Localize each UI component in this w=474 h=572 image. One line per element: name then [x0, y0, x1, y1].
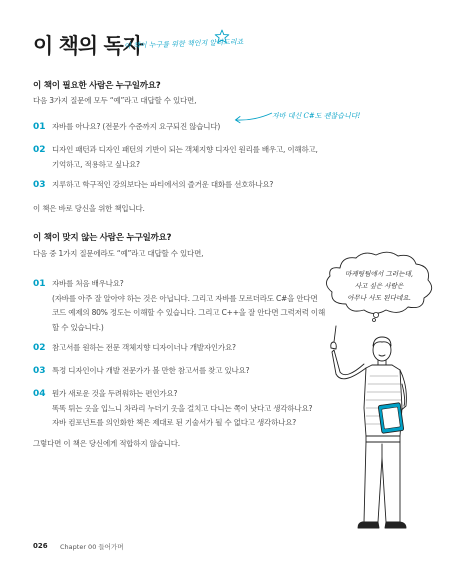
list-item	[52, 341, 236, 356]
section-outro-for: 이 책은 바로 당신을 위한 책입니다.	[33, 204, 145, 213]
presenter-illustration	[322, 322, 422, 536]
title-handwritten-note: 이 책이 누구를 위한 책인지 알려드리죠	[123, 37, 244, 51]
item-line: 디자인 패턴과 디자인 패턴의 기반이 되는 객체지향 디자인 원리를 배우고, 이해하고,	[52, 145, 318, 154]
star-icon	[214, 29, 230, 44]
item-line: 할 수 있습니다.)	[52, 322, 104, 332]
chapter-label: Chapter 00 들어가며	[60, 543, 124, 551]
list-item	[52, 277, 325, 335]
java-side-note: 자바 대신 C#도 괜찮습니다!	[272, 112, 361, 120]
list-item	[52, 387, 312, 431]
section-heading-against: 이 책이 맞지 않는 사람은 누구일까요?	[33, 233, 172, 243]
page-title: 이 책의 독자	[33, 34, 143, 58]
arrow-icon	[232, 109, 274, 125]
item-line: 특정 디자인이나 개발 전문가가 볼 만한 참고서를 찾고 있나요?	[52, 366, 250, 375]
item-number: 02	[33, 145, 46, 155]
item-line: 자바를 처음 배우나요?	[52, 279, 124, 288]
item-number: 01	[33, 122, 46, 132]
speech-line: 마케팅팀에서 그러는데,	[345, 270, 413, 278]
item-line: 똑똑 튀는 옷을 입느니 차라리 누더기 옷을 걸치고 다니는 쪽이 낫다고 생각하나요?	[52, 403, 313, 413]
speech-bubble-text	[318, 268, 440, 304]
item-line: 기억하고, 적용하고 싶나요?	[52, 159, 140, 169]
list-item	[52, 143, 318, 172]
section-heading-for: 이 책이 필요한 사람은 누구일까요?	[33, 81, 161, 91]
section-outro-against: 그렇다면 이 책은 당신에게 적합하지 않습니다.	[33, 439, 180, 448]
item-line: 지루하고 학구적인 강의보다는 파티에서의 즐거운 대화를 선호하나요?	[52, 180, 274, 189]
page-number: 026	[33, 542, 48, 550]
item-line: 자바를 아나요? (전문가 수준까지 요구되진 않습니다)	[52, 122, 221, 131]
item-number: 01	[33, 279, 46, 289]
item-line: 참고서를 원하는 전문 객체지향 디자이너나 개발자인가요?	[52, 343, 236, 352]
list-item	[52, 178, 273, 193]
speech-line: 아무나 사도 된다네요.	[347, 294, 411, 302]
item-line: (자바를 아주 잘 알아야 하는 것은 아닙니다. 그리고 자바를 모르더라도 C#을 안다면	[52, 293, 318, 303]
item-line: 자바 컴포넌트를 의인화한 책은 제대로 된 기술서가 될 수 없다고 생각하나요?	[52, 418, 297, 427]
section-intro-against: 다음 중 1가지 질문에라도 “예”라고 대답할 수 있다면,	[33, 249, 204, 258]
section-intro-for: 다음 3가지 질문에 모두 “예”라고 대답할 수 있다면,	[33, 96, 197, 105]
list-item	[52, 364, 249, 379]
item-number: 02	[33, 343, 46, 353]
item-line: 뭔가 새로운 것을 두려워하는 편인가요?	[52, 389, 178, 398]
item-number: 03	[33, 180, 46, 190]
item-line: 코드 예제의 80% 정도는 이해할 수 있습니다. 그리고 C++을 잘 안다면 그럭저럭 이해	[52, 308, 326, 317]
item-number: 03	[33, 366, 46, 376]
speech-line: 사고 싶은 사람은	[354, 282, 404, 290]
item-number: 04	[33, 389, 46, 399]
list-item	[52, 120, 220, 135]
